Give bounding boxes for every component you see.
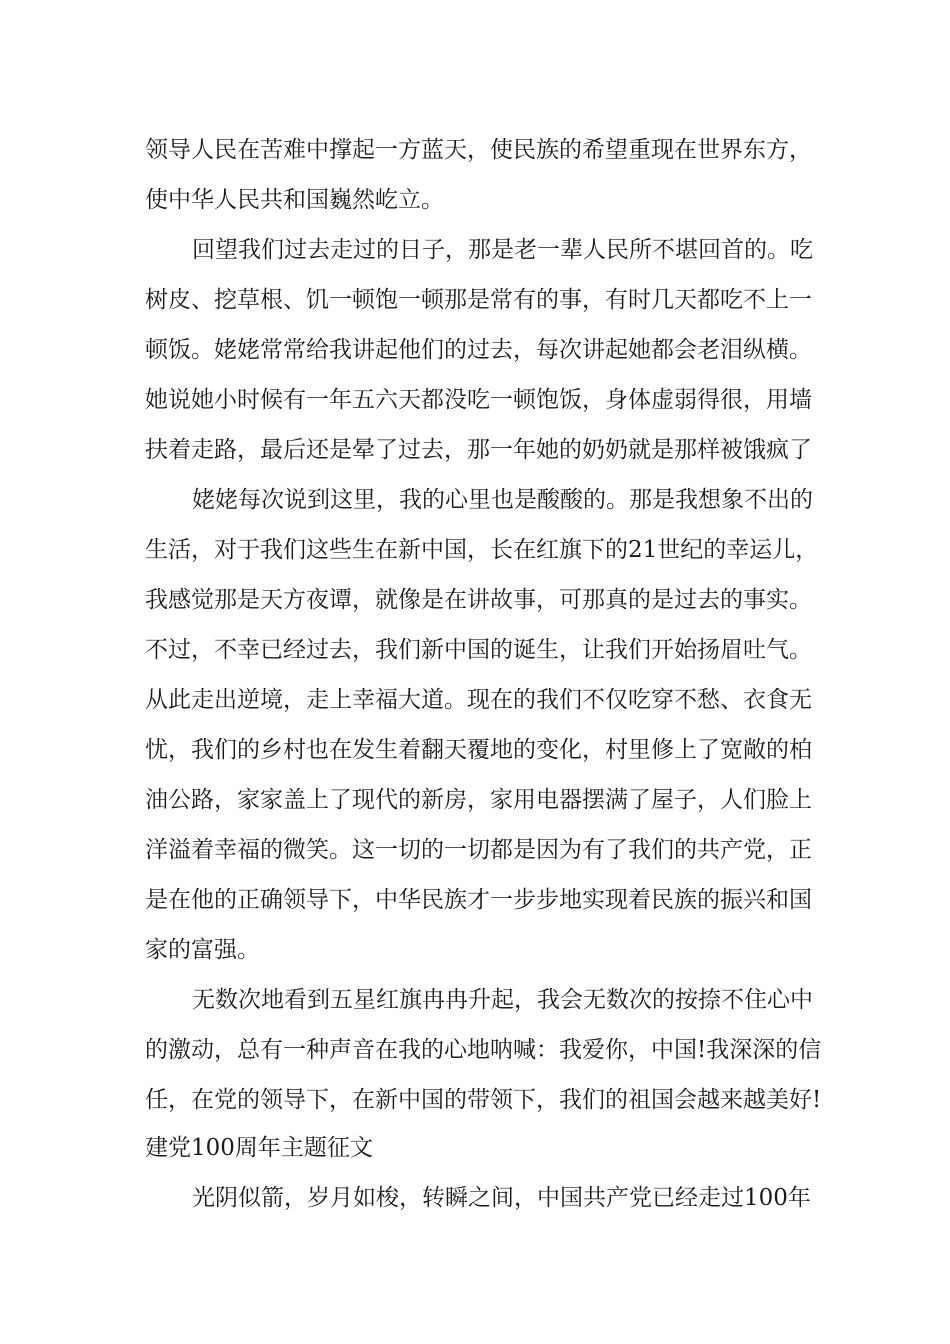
text-line: 生活，对于我们这些生在新中国，长在红旗下的21世纪的幸运儿， bbox=[145, 537, 819, 563]
text-line: 的激动，总有一种声音在我的心地呐喊：我爱你，中国!我深深的信 bbox=[145, 1037, 822, 1063]
text-line: 我感觉那是天方夜谭，就像是在讲故事，可那真的是过去的事实。 bbox=[145, 587, 812, 613]
text-line: 她说她小时候有一年五六天都没吃一顿饱饭，身体虚弱得很，用墙 bbox=[145, 387, 812, 413]
paragraph-first-line: 光阴似箭，岁月如梭，转瞬之间，中国共产党已经走过100年 bbox=[192, 1185, 811, 1211]
text-line: 扶着走路，最后还是晕了过去，那一年她的奶奶就是那样被饿疯了 bbox=[145, 437, 812, 463]
paragraph-first-line: 无数次地看到五星红旗冉冉升起，我会无数次的按捺不住心中 bbox=[192, 987, 813, 1013]
text-line: 不过，不幸已经过去，我们新中国的诞生，让我们开始扬眉吐气。 bbox=[145, 637, 812, 663]
text-line: 树皮、挖草根、饥一顿饱一顿那是常有的事，有时几天都吃不上一 bbox=[145, 287, 812, 313]
text-line: 使中华人民共和国巍然屹立。 bbox=[145, 187, 444, 213]
paragraph-first-line: 姥姥每次说到这里，我的心里也是酸酸的。那是我想象不出的 bbox=[192, 487, 813, 513]
text-line: 顿饭。姥姥常常给我讲起他们的过去，每次讲起她都会老泪纵横。 bbox=[145, 337, 812, 363]
text-line: 家的富强。 bbox=[145, 937, 260, 963]
text-line: 忧，我们的乡村也在发生着翻天覆地的变化，村里修上了宽敞的柏 bbox=[145, 737, 812, 763]
text-line: 是在他的正确领导下，中华民族才一步步地实现着民族的振兴和国 bbox=[145, 887, 812, 913]
text-line: 洋溢着幸福的微笑。这一切的一切都是因为有了我们的共产党，正 bbox=[145, 837, 812, 863]
text-line: 领导人民在苦难中撑起一方蓝天，使民族的希望重现在世界东方， bbox=[145, 137, 812, 163]
paragraph-first-line: 回望我们过去走过的日子，那是老一辈人民所不堪回首的。吃 bbox=[192, 237, 813, 263]
text-line: 从此走出逆境，走上幸福大道。现在的我们不仅吃穿不愁、衣食无 bbox=[145, 687, 812, 713]
text-line: 任，在党的领导下，在新中国的带领下，我们的祖国会越来越美好! bbox=[145, 1087, 822, 1113]
text-line: 油公路，家家盖上了现代的新房，家用电器摆满了屋子，人们脸上 bbox=[145, 787, 812, 813]
section-heading: 建党100周年主题征文 bbox=[145, 1135, 373, 1161]
